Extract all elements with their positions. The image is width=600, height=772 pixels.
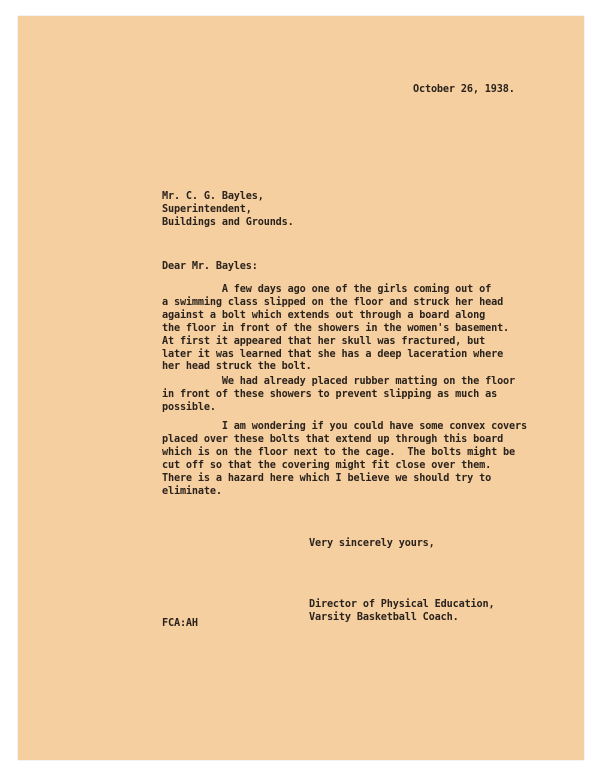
salutation: Dear Mr. Bayles:: [162, 261, 258, 272]
paragraph-1: A few days ago one of the girls coming out of a swimming class slipped on the floor and struck her head against a bolt which extends out through a board along the floor in front of the showers in the women's basement. At first it appeared that her skull was fractured, but later it was learned that she has a deep laceration where her head struck the bolt.: [162, 284, 510, 373]
signature-block: Director of Physical Education, Varsity Basketball Coach.: [309, 599, 495, 623]
paragraph-2: We had already placed rubber matting on the floor in front of these showers to prevent slipping as much as possible.: [162, 376, 516, 413]
recipient-address: Mr. C. G. Bayles, Superintendent, Buildings and Grounds.: [162, 191, 294, 228]
letter-page: [18, 16, 584, 760]
paragraph-3: I am wondering if you could have some convex covers placed over these bolts that extend up through this board which is on the floor next to the cage. The bolts might be cut off so that the covering might fit close over them. There is a hazard here which I believe we should try to eliminate.: [162, 421, 527, 497]
letter-date: October 26, 1938.: [413, 84, 515, 95]
complimentary-closing: Very sincerely yours,: [309, 538, 435, 549]
reference-initials: FCA:AH: [162, 618, 198, 629]
